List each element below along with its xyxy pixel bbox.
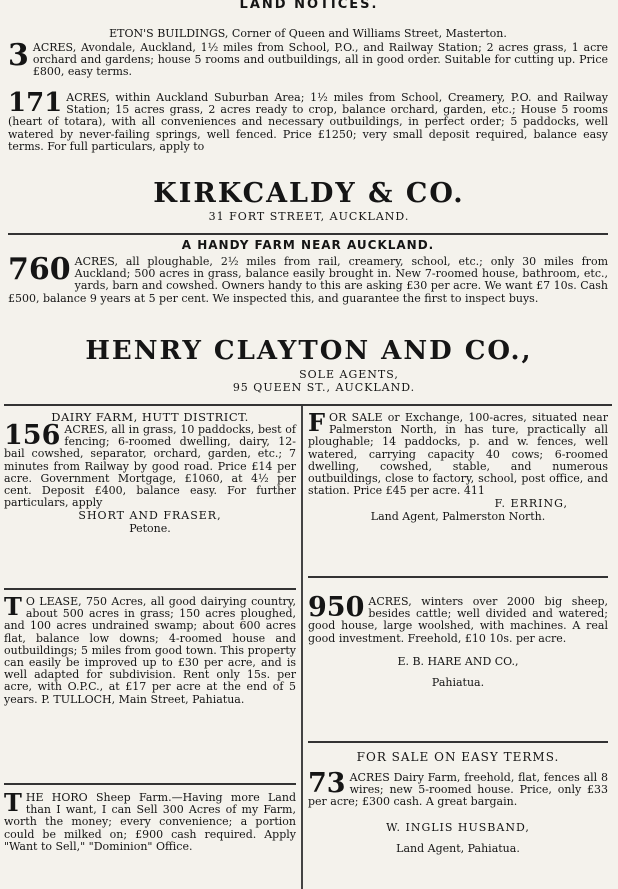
hutt-place: Petone. — [129, 522, 171, 536]
to-lease-signature: P. TULLOCH, Main Street, Pahiatua. — [41, 692, 245, 706]
to-lease-text: O LEASE, 750 Acres, all good dairying country, about 500 acres in grass; 150 acres ploughed, and 100 acres undrained swamp; about 600 acres flat, balance low downs; 4-roomed house and outbuildings; 5 miles from good town. This property can easily be improved up to £30 per acre, and is well adapted for subdivision. Rent only 15s. per acre, with O.P.C., at £17 per acre at the end of 5 years. — [4, 595, 296, 706]
easy-terms-agent: W. INGLIS HUSBAND, — [386, 820, 530, 834]
ad-950-text: ACRES, winters over 2000 big sheep, besides cattle; well divided and watered; good house, large woolshed, with machines. A real good investment. Freehold, £10 10s. per acre. — [308, 595, 608, 645]
ad-171-acres — [8, 88, 608, 153]
hutt-text: ACRES, all in grass, 10 paddocks, best of fencing; 6-roomed dwelling, dairy, 12-bail cowshed, separator, orchard, garden, etc.; 7 minutes from Railway by good road. Price £14 per acre. Government Mortgage, £1060, at 4½ per cent. Deposit £400, balance easy. For further particulars, apply — [4, 423, 296, 510]
to-lease-dropcap: T — [4, 592, 22, 621]
ad-eton-buildings — [8, 28, 608, 40]
ad-handy-farm — [8, 238, 608, 305]
divider-2 — [4, 404, 612, 406]
palmerston-agent: F. ERRING, — [494, 497, 568, 511]
horo-dropcap: T — [4, 788, 22, 817]
kirkcaldy-address: 31 FORT STREET, AUCKLAND. — [208, 210, 410, 223]
handy-farm-text: ACRES, all ploughable, 2½ miles from rail, creamery, school, etc.; only 30 miles from Auckland; 500 acres in grass, balance easily brought in. New 7-roomed house, bathroom, etc., yards, barn and cowshed. Owners handy to this are asking £30 per acre. We want £7 10s. Cash £500, balance 9 years at 5 per cent. We inspected this, and guarantee the first to inspect buys. — [8, 255, 608, 305]
ad-950-agent: E. B. HARE AND CO., — [397, 654, 519, 668]
palmerston-dropcap: F — [308, 408, 326, 437]
ad-hutt-dairy — [4, 410, 296, 535]
palmerston-text: OR SALE or Exchange, 100-acres, situated near Palmerston North, in has ture, practically all ploughable; 14 paddocks, p. and w. fences, well watered, carrying capacity 40 cows; 6-roomed dwelling, cowshed, stable, and numerous outbuildings, close to factory, school, post office, and station. Price £45 per acre. 411 — [308, 411, 608, 498]
clayton-block — [0, 334, 618, 394]
divider-left-1 — [4, 588, 296, 590]
clayton-address: 95 QUEEN ST., AUCKLAND. — [232, 381, 416, 394]
ad-eton-line: ETON'S BUILDINGS, Corner of Queen and Williams Street, Masterton. — [109, 27, 507, 40]
ad-avondale — [8, 38, 608, 79]
divider-right-2 — [308, 741, 608, 743]
ad-950-place: Pahiatua. — [431, 675, 485, 689]
clayton-role: SOLE AGENTS, — [299, 368, 399, 381]
ad-950-number: 950 — [308, 592, 365, 623]
handy-farm-number: 760 — [8, 252, 71, 287]
ad-to-lease — [4, 592, 296, 706]
palmerston-agent-role: Land Agent, Palmerston North. — [370, 510, 546, 524]
column-divider — [301, 406, 303, 889]
hutt-number: 156 — [4, 420, 61, 451]
divider-right-1 — [308, 576, 608, 578]
horo-text: HE HORO Sheep Farm.—Having more Land than I want, I can Sell 300 Acres of my Farm, worth the money; every convenience; a portion could be milked on; £900 cash required. Apply "Want to Sell," "Dominion" Office. — [4, 791, 296, 853]
ad-171-number: 171 — [8, 88, 63, 118]
kirkcaldy-name: KIRKCALDY & CO. — [153, 178, 465, 209]
divider-left-2 — [4, 783, 296, 785]
easy-terms-heading: FOR SALE ON EASY TERMS. — [356, 750, 560, 764]
ad-palmerston — [308, 408, 608, 524]
kirkcaldy-block — [0, 178, 618, 223]
ad-avondale-text: ACRES, Avondale, Auckland, 1½ miles from School, P.O., and Railway Station; 2 acres grass, 1 acre orchard and gardens; house 5 rooms and outbuildings, all in good order. Suitable for cutting up. Price £800, easy terms. — [32, 41, 608, 79]
ad-avondale-number: 3 — [8, 38, 29, 73]
section-header: LAND NOTICES. — [239, 0, 379, 12]
ad-easy-terms — [308, 750, 608, 855]
handy-farm-heading: A HANDY FARM NEAR AUCKLAND. — [181, 238, 435, 252]
easy-terms-agent-role: Land Agent, Pahiatua. — [396, 841, 520, 855]
ad-171-text: ACRES, within Auckland Suburban Area; 1½ miles from School, Creamery, P.O. and Railway Station; 15 acres grass, 2 acres ready to crop, balance orchard, garden, etc.; House 5 rooms (heart of totara), with all conveniences and necessary outbuildings, in perfect order; 5 paddocks, well watered by never-failing springs, well fenced. Price £1250; very small deposit required, balance easy terms. For full particulars, apply to — [8, 91, 608, 153]
clayton-name: HENRY CLAYTON AND CO., — [85, 336, 533, 366]
hutt-agent: SHORT AND FRASER, — [78, 509, 222, 523]
divider-1 — [8, 233, 608, 235]
ad-horo — [4, 788, 296, 853]
easy-terms-number: 73 — [308, 768, 346, 799]
easy-terms-text: ACRES Dairy Farm, freehold, flat, fences all 8 wires; new 5-roomed house. Price, only £33 per acre; £300 cash. A great bargain. — [308, 771, 608, 809]
hutt-heading: DAIRY FARM, HUTT DISTRICT. — [51, 410, 249, 424]
ad-950-acres — [308, 592, 608, 689]
